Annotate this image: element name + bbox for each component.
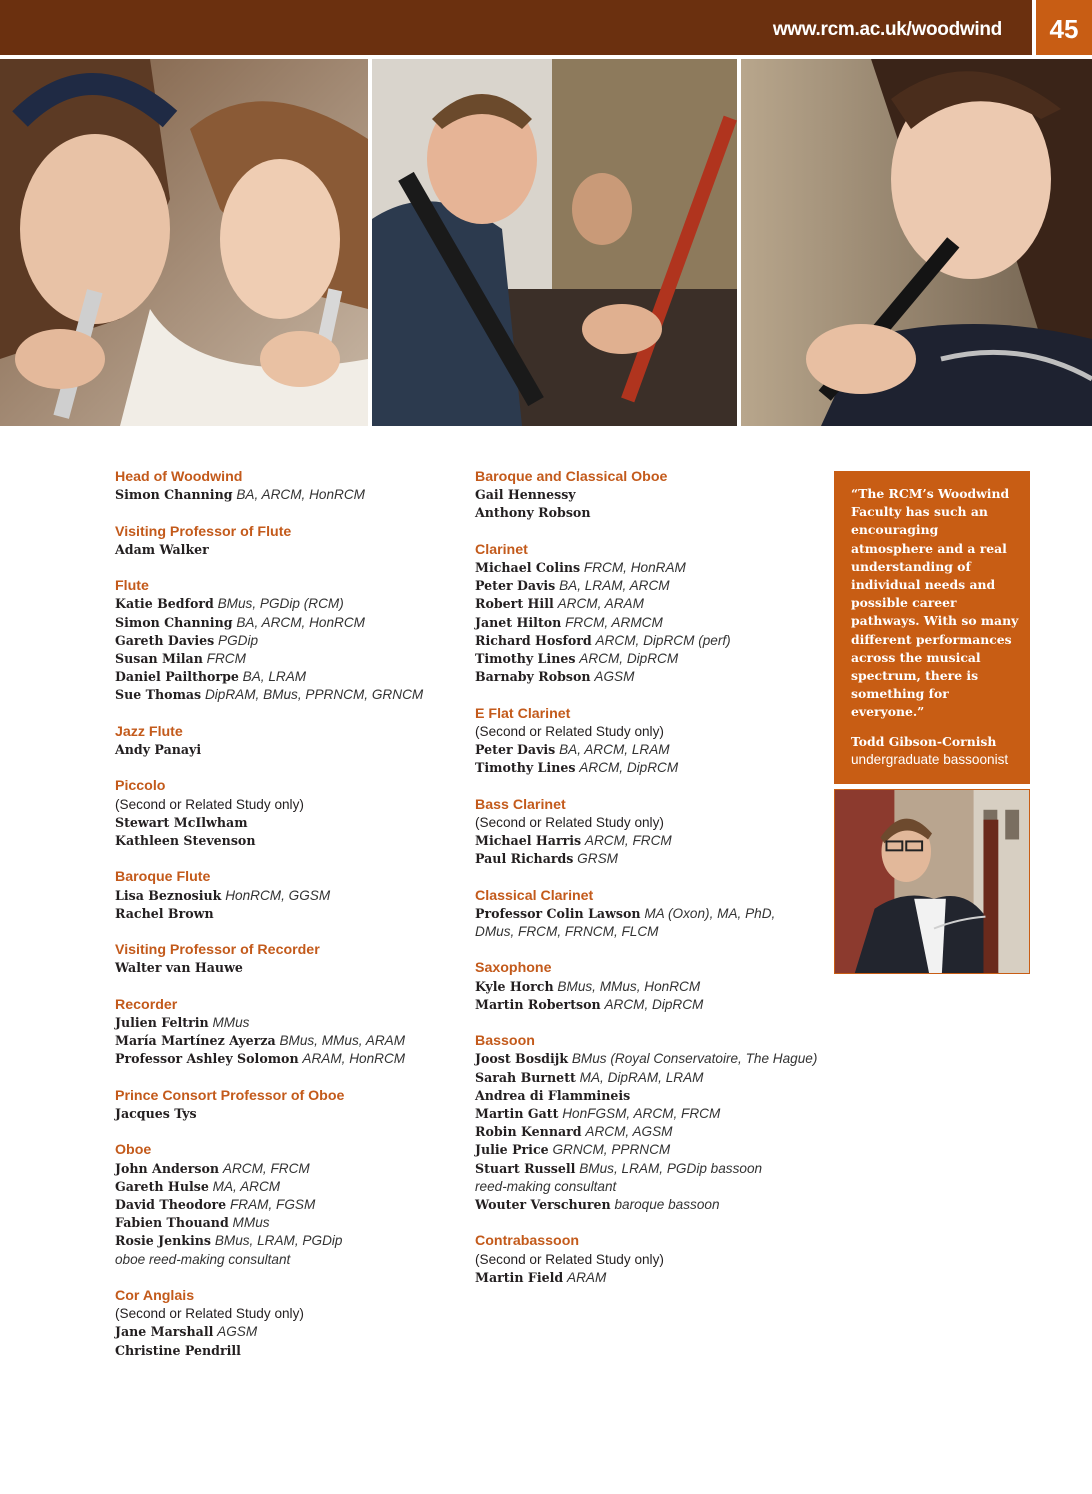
staff-credentials: BMus, PGDip (RCM) (217, 596, 344, 612)
staff-member (115, 959, 455, 977)
photo-strip (0, 59, 1092, 426)
section-heading: Visiting Professor of Flute (115, 523, 292, 540)
staff-name: María Martínez Ayerza (115, 1033, 276, 1049)
section-head-of-woodwind (115, 468, 455, 504)
section-heading: Contrabassoon (475, 1233, 580, 1250)
staff-member (475, 850, 825, 868)
staff-member (115, 905, 455, 923)
section-note: (Second or Related Study only) (115, 796, 304, 812)
section-heading: Jazz Flute (115, 723, 183, 740)
section-bass-clarinet (475, 796, 825, 869)
staff-member (115, 832, 455, 850)
staff-credentials: HonFGSM, ARCM, FRCM (562, 1106, 721, 1122)
section-heading: Visiting Professor of Recorder (115, 942, 320, 959)
staff-credentials: MA (Oxon), MA, PhD, (644, 905, 776, 921)
staff-name: Robin Kennard (475, 1124, 582, 1140)
staff-credentials: PGDip (218, 632, 259, 648)
staff-name: Paul Richards (475, 851, 574, 867)
staff-credentials: ARCM, FRCM (584, 833, 672, 849)
quote-author-role: undergraduate bassoonist (851, 751, 1009, 767)
staff-name: Joost Bosdijk (475, 1051, 569, 1067)
section-heading: Saxophone (475, 960, 552, 977)
staff-credentials: ARCM, FRCM (222, 1160, 310, 1176)
staff-credentials: AGSM (217, 1324, 258, 1340)
website-url[interactable]: www.rcm.ac.uk/woodwind (772, 19, 1002, 40)
staff-name: Kathleen Stevenson (115, 833, 256, 848)
staff-member (475, 577, 825, 595)
staff-credentials: BMus (Royal Conservatoire, The Hague) (571, 1051, 818, 1067)
staff-credentials: HonRCM, GGSM (225, 887, 331, 903)
staff-member (115, 1014, 455, 1032)
staff-credentials: FRCM, HonRAM (583, 560, 686, 575)
staff-member (475, 504, 825, 522)
staff-member (115, 1178, 455, 1196)
staff-member (475, 595, 825, 613)
staff-member (475, 1141, 825, 1159)
section-note: (Second or Related Study only) (475, 723, 664, 739)
section-prince-consort-professor-of-oboe (115, 1087, 455, 1123)
section-recorder (115, 996, 455, 1069)
staff-name: Adam Walker (115, 541, 209, 557)
staff-name: Susan Milan (115, 651, 203, 666)
section-heading: Prince Consort Professor of Oboe (115, 1087, 345, 1104)
section-piccolo (115, 777, 455, 850)
staff-credentials: ARCM, DipRCM (579, 651, 679, 667)
section-note: (Second or Related Study only) (475, 1251, 664, 1267)
staff-role: reed-making consultant (475, 1178, 617, 1194)
quote-author-name: Todd Gibson-Cornish (851, 733, 997, 749)
section-heading: Head of Woodwind (115, 469, 243, 485)
staff-credentials: ARCM, ARAM (557, 596, 644, 612)
page-number: 45 (1036, 0, 1092, 55)
staff-name: Fabien Thouand (115, 1215, 229, 1231)
staff-credentials: BMus, MMus, HonRCM (557, 978, 701, 994)
staff-credentials: baroque bassoon (614, 1197, 720, 1213)
section-e-flat-clarinet (475, 705, 825, 778)
staff-credentials: BMus, LRAM, PGDip bassoon (579, 1160, 763, 1176)
staff-member (115, 1050, 455, 1068)
staff-name: Christine Pendrill (115, 1342, 241, 1358)
clarinet-player-photo (372, 59, 737, 426)
section-visiting-professor-of-recorder (115, 941, 455, 977)
staff-name: Lisa Beznosiuk (115, 887, 222, 903)
staff-credentials: MMus (232, 1215, 270, 1231)
staff-member (115, 650, 455, 668)
staff-member (115, 486, 455, 504)
staff-credentials: MA, ARCM (212, 1178, 281, 1194)
staff-role: oboe reed-making consultant (115, 1251, 291, 1267)
staff-credentials: ARCM, AGSM (585, 1124, 673, 1140)
staff-member (475, 996, 825, 1014)
staff-member (115, 1323, 455, 1341)
staff-name: Gareth Hulse (115, 1178, 209, 1194)
staff-member (115, 1105, 455, 1123)
section-cor-anglais (115, 1287, 455, 1360)
staff-credentials: DipRAM, BMus, PPRNCM, GRNCM (204, 687, 424, 703)
staff-member (475, 832, 825, 850)
staff-name: Janet Hilton (475, 614, 562, 630)
staff-member (115, 1160, 455, 1178)
staff-member (115, 686, 455, 704)
staff-member (475, 632, 825, 650)
staff-member (115, 541, 455, 559)
staff-name: John Anderson (115, 1160, 220, 1176)
staff-credentials: ARCM, DipRCM (579, 760, 679, 776)
staff-credentials: ARCM, DipRCM (perf) (595, 632, 731, 648)
staff-name: Andy Panayi (115, 742, 202, 757)
section-heading: E Flat Clarinet (475, 705, 571, 722)
staff-credentials: ARAM, HonRCM (302, 1051, 406, 1067)
staff-name: Peter Davis (475, 578, 556, 594)
staff-credentials: ARCM, DipRCM (604, 996, 704, 1012)
staff-member (115, 741, 455, 759)
staff-name: Jane Marshall (115, 1324, 214, 1340)
staff-credentials: BMus, LRAM, PGDip (214, 1233, 343, 1249)
staff-member (475, 486, 825, 504)
staff-name: Simon Channing (115, 614, 233, 630)
staff-member (475, 1123, 825, 1141)
staff-member (115, 668, 455, 686)
staff-name: Wouter Verschuren (475, 1197, 611, 1213)
staff-name: Rosie Jenkins (115, 1233, 212, 1249)
section-visiting-professor-of-flute (115, 523, 455, 559)
bassoonist-portrait-photo (834, 789, 1030, 974)
staff-name: Robert Hill (475, 596, 554, 612)
section-classical-clarinet (475, 887, 825, 942)
section-baroque-and-classical-oboe (475, 468, 825, 523)
staff-name: Stuart Russell (475, 1160, 576, 1176)
staff-name: Michael Harris (475, 833, 582, 849)
staff-name: Michael Colins (475, 560, 581, 575)
staff-member (115, 1342, 455, 1360)
staff-member (475, 650, 825, 668)
staff-member (115, 632, 455, 650)
staff-name: Kyle Horch (475, 978, 554, 994)
staff-name: Professor Colin Lawson (475, 905, 641, 921)
staff-member (475, 614, 825, 632)
staff-member (475, 1069, 825, 1087)
section-contrabassoon (475, 1232, 825, 1287)
staff-name: Sarah Burnett (475, 1069, 576, 1085)
staff-name: Walter van Hauwe (115, 960, 243, 976)
staff-list-column-2 (475, 468, 825, 1305)
staff-name: Richard Hosford (475, 632, 592, 648)
section-bassoon (475, 1032, 825, 1214)
oboe-player-photo (741, 59, 1092, 426)
header-bar (0, 0, 1032, 55)
staff-credentials: GRSM (577, 851, 618, 867)
staff-name: Gail Hennessy (475, 487, 576, 503)
staff-credentials: GRNCM, PPRNCM (552, 1142, 671, 1158)
staff-member (475, 978, 825, 996)
staff-name: Professor Ashley Solomon (115, 1051, 299, 1067)
staff-credentials: BA, LRAM, ARCM (559, 578, 670, 594)
staff-member (115, 595, 455, 613)
staff-credentials: FRCM (206, 651, 246, 666)
staff-member (115, 1196, 455, 1214)
staff-member (115, 887, 455, 905)
staff-member (475, 1087, 825, 1105)
staff-name: Rachel Brown (115, 905, 214, 921)
section-note: (Second or Related Study only) (115, 1306, 304, 1322)
section-clarinet (475, 541, 825, 687)
staff-member (475, 668, 825, 686)
staff-member (475, 1196, 825, 1214)
staff-credentials: MMus (212, 1014, 250, 1030)
staff-credentials: ARAM (567, 1269, 607, 1285)
staff-member (475, 741, 825, 759)
staff-member (115, 814, 455, 832)
section-baroque-flute (115, 868, 455, 923)
section-oboe (115, 1141, 455, 1268)
staff-name: Julie Price (475, 1142, 549, 1158)
staff-name: Martin Field (475, 1269, 564, 1285)
section-flute (115, 577, 455, 704)
staff-member (115, 1214, 455, 1232)
staff-credentials: AGSM (594, 669, 635, 685)
section-heading: Clarinet (475, 541, 528, 558)
staff-name: Timothy Lines (475, 760, 576, 776)
staff-credentials: BA, ARCM, LRAM (559, 742, 670, 758)
staff-member (475, 1050, 825, 1068)
staff-name: Gareth Davies (115, 632, 215, 648)
section-jazz-flute (115, 723, 455, 759)
staff-member (115, 614, 455, 632)
staff-credentials: BA, LRAM (242, 669, 307, 685)
staff-member (475, 559, 825, 577)
staff-name: David Theodore (115, 1196, 227, 1212)
staff-member (115, 1032, 455, 1050)
staff-list-column-1 (115, 468, 455, 1378)
staff-name: Barnaby Robson (475, 669, 591, 685)
staff-name: Anthony Robson (475, 505, 591, 521)
section-saxophone (475, 959, 825, 1014)
staff-member (475, 759, 825, 777)
staff-credentials: BMus, MMus, ARAM (279, 1033, 406, 1049)
staff-name: Julien Feltrin (115, 1014, 209, 1030)
staff-name: Daniel Pailthorpe (115, 669, 239, 685)
staff-name: Timothy Lines (475, 651, 576, 667)
staff-credentials: MA, DipRAM, LRAM (579, 1069, 704, 1085)
staff-credentials: FRCM, ARMCM (565, 614, 663, 630)
staff-name: Katie Bedford (115, 596, 214, 612)
staff-name: Sue Thomas (115, 687, 202, 703)
section-heading: Cor Anglais (115, 1287, 195, 1304)
section-heading: Flute (115, 578, 149, 595)
section-heading: Classical Clarinet (475, 887, 594, 904)
staff-name: Martin Gatt (475, 1106, 559, 1122)
staff-name: Martin Robertson (475, 996, 601, 1012)
section-heading: Recorder (115, 996, 178, 1013)
staff-name: Andrea di Flammineis (475, 1087, 631, 1103)
section-note: (Second or Related Study only) (475, 814, 664, 830)
section-heading: Bass Clarinet (475, 796, 566, 813)
staff-member (115, 1232, 455, 1250)
staff-member (475, 905, 825, 923)
staff-name: Simon Channing (115, 487, 233, 503)
staff-member (475, 1269, 825, 1287)
section-heading: Baroque and Classical Oboe (475, 469, 668, 485)
flute-players-photo (0, 59, 368, 426)
quote-text: “The RCM’s Woodwind Faculty has such an encouraging atmosphere and a real understanding of individual needs and possible career pathways. With so many different performances across the musical spectrum, there is something for everyone.” (851, 486, 1019, 720)
staff-credentials: FRAM, FGSM (229, 1196, 316, 1212)
staff-credentials: BA, ARCM, HonRCM (236, 487, 365, 503)
staff-member (475, 1160, 825, 1178)
staff-role: DMus, FRCM, FRNCM, FLCM (475, 924, 659, 940)
student-quote-box (834, 471, 1030, 784)
staff-name: Jacques Tys (115, 1105, 197, 1121)
section-heading: Bassoon (475, 1033, 535, 1050)
staff-name: Peter Davis (475, 742, 556, 758)
section-heading: Oboe (115, 1142, 152, 1159)
staff-member (475, 1105, 825, 1123)
staff-credentials: BA, ARCM, HonRCM (236, 614, 365, 630)
staff-name: Stewart McIlwham (115, 814, 248, 830)
section-heading: Baroque Flute (115, 869, 211, 886)
section-heading: Piccolo (115, 778, 166, 795)
